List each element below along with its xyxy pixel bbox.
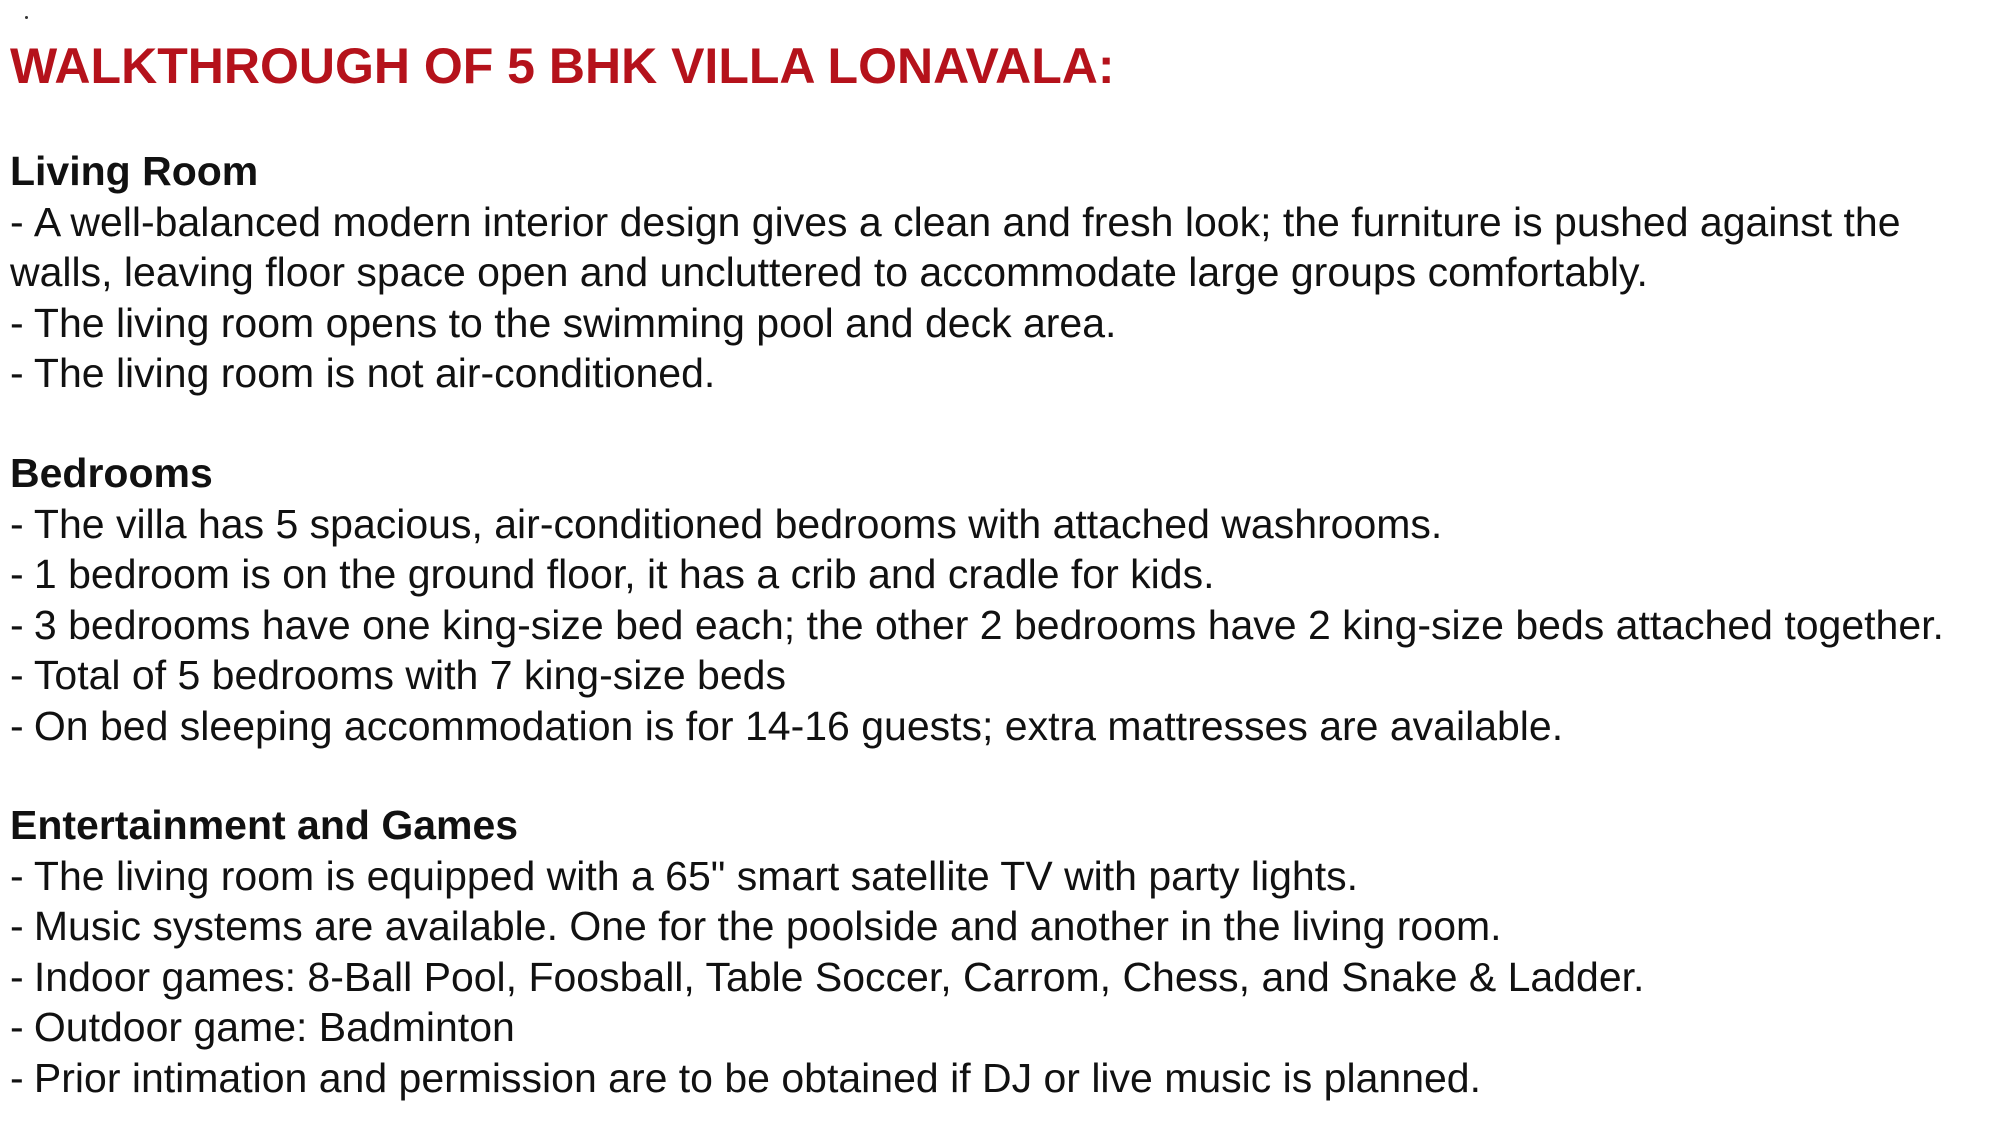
list-item-text: Prior intimation and permission are to be obtained if DJ or live music is planned. [33, 1054, 1481, 1101]
list-item-text: The living room opens to the swimming pool and deck area. [33, 299, 1117, 346]
list-item-text: Music systems are available. One for the poolside and another in the living room. [33, 903, 1502, 949]
list-item-text: Indoor games: 8-Ball Pool, Foosball, Table Soccer, Carrom, Chess, and Snake & Ladder. [33, 953, 1645, 1000]
list-item: - Total of 5 bedrooms with 7 king-size beds [10, 652, 786, 698]
section-bedrooms [10, 448, 1995, 751]
list-item: - On bed sleeping accommodation is for 14-16 guests; extra mattresses are available. [10, 702, 1564, 749]
section-heading: Living Room [10, 148, 259, 194]
list-item-text: Outdoor game: Badminton [33, 1004, 515, 1050]
list-item-text: On bed sleeping accommodation is for 14-16 guests; extra mattresses are available. [33, 702, 1564, 749]
list-item-text: The living room is equipped with a 65" smart satellite TV with party lights. [33, 852, 1359, 899]
list-item-text: The living room is not air-conditioned. [33, 350, 716, 396]
list-item: - Prior intimation and permission are to be obtained if DJ or live music is planned. [10, 1054, 1481, 1101]
list-item-text: 3 bedrooms have one king-size bed each; the other 2 bedrooms have 2 king-size beds attached together. [33, 601, 1944, 648]
list-item: - Indoor games: 8-Ball Pool, Foosball, Table Soccer, Carrom, Chess, and Snake & Ladder. [10, 953, 1645, 1000]
section-heading: Entertainment and Games [10, 802, 519, 848]
page-title: WALKTHROUGH OF 5 BHK VILLA LONAVALA: [10, 38, 1115, 94]
section-entertainment-games [10, 800, 1995, 1103]
list-item: - Music systems are available. One for the poolside and another in the living room. [10, 903, 1502, 949]
list-item: - Outdoor game: Badminton [10, 1004, 515, 1050]
bullet-list [10, 851, 1995, 1104]
bullet-list [10, 499, 1995, 752]
section-heading: Bedrooms [10, 450, 213, 496]
list-item: - A well-balanced modern interior design gives a clean and fresh look; the furniture is pushed against the walls, leaving floor space open and uncluttered to accommodate large groups comfortably. [10, 198, 1901, 295]
list-item: - The living room is not air-conditioned. [10, 350, 716, 396]
list-item-text: The villa has 5 spacious, air-conditioned bedrooms with attached washrooms. [33, 500, 1443, 547]
list-item: - The villa has 5 spacious, air-conditioned bedrooms with attached washrooms. [10, 500, 1443, 547]
list-item-text: 1 bedroom is on the ground floor, it has a crib and cradle for kids. [33, 551, 1215, 597]
list-item: - 3 bedrooms have one king-size bed each; the other 2 bedrooms have 2 king-size beds attached together. [10, 601, 1944, 648]
list-item: - 1 bedroom is on the ground floor, it has a crib and cradle for kids. [10, 551, 1215, 597]
list-item-text: A well-balanced modern interior design gives a clean and fresh look; the furniture is pushed against the walls, leaving floor space open and uncluttered to accommodate large groups comfortably. [10, 198, 1901, 295]
stray-dot [25, 16, 28, 19]
list-item-text: Total of 5 bedrooms with 7 king-size beds [33, 652, 786, 698]
list-item: - The living room is equipped with a 65" smart satellite TV with party lights. [10, 852, 1359, 899]
document-page [10, 0, 1995, 1123]
bullet-list [10, 197, 1995, 399]
section-living-room [10, 146, 1995, 399]
list-item: - The living room opens to the swimming pool and deck area. [10, 299, 1117, 346]
